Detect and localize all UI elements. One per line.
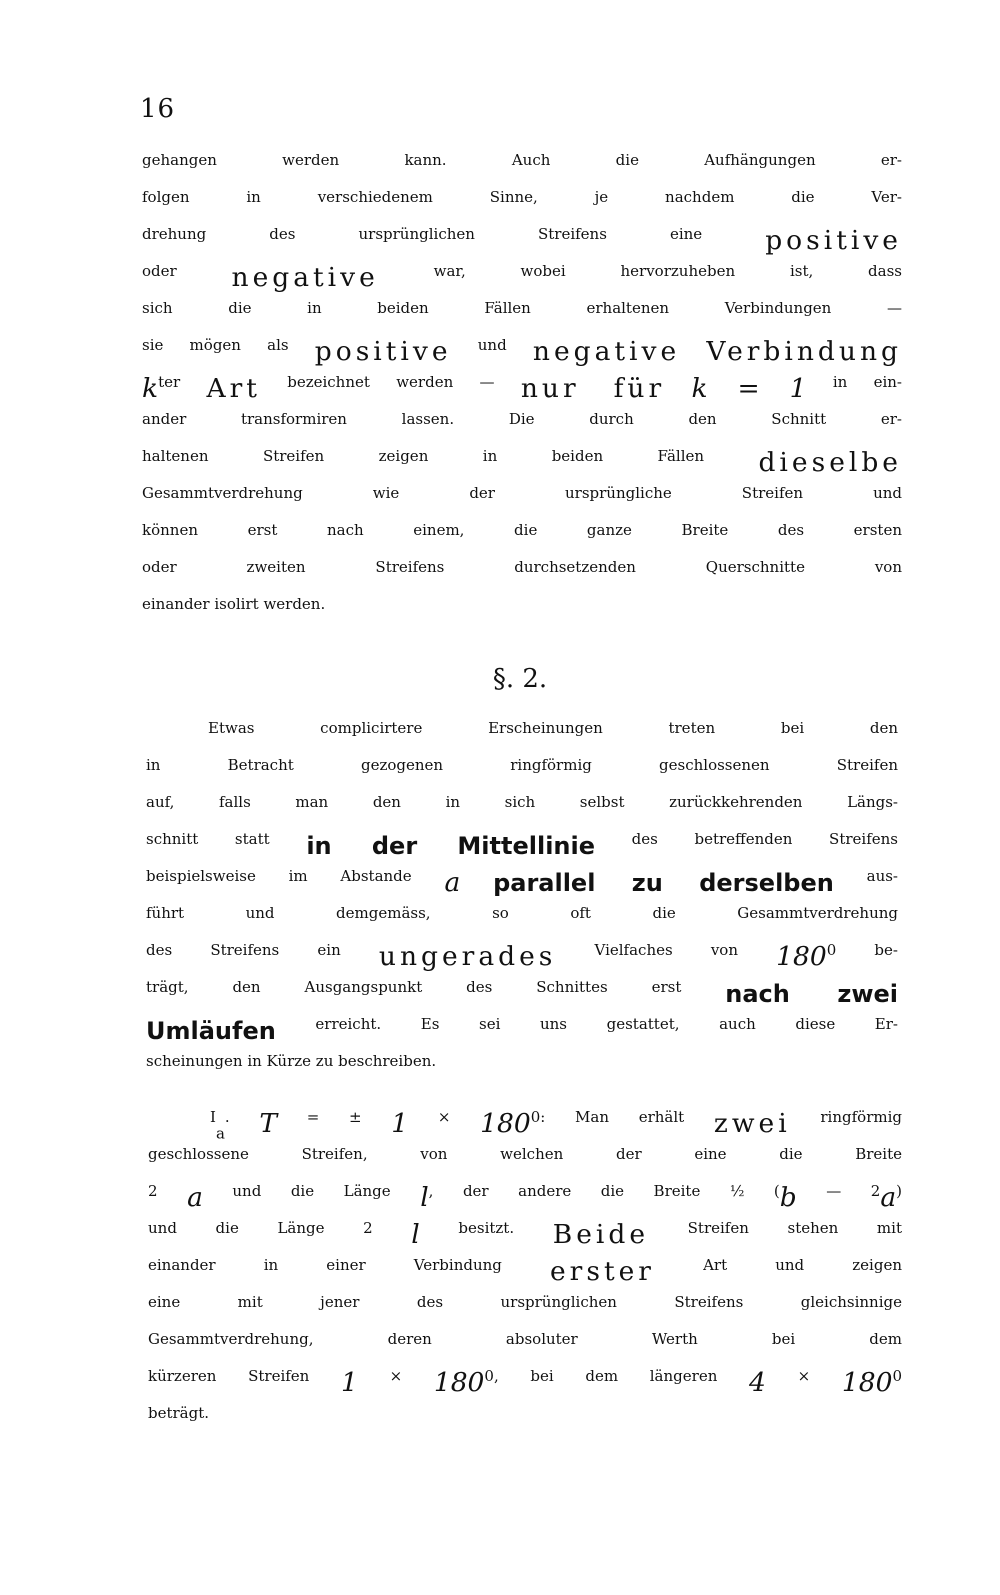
text-run: einander isolirt werden. — [142, 595, 326, 614]
page-number: 16 — [140, 94, 176, 124]
text-line — [146, 901, 898, 938]
spaced-emphasis: Art — [206, 373, 261, 404]
superscript: 0 — [826, 941, 837, 960]
superscript: ter — [158, 373, 181, 392]
text-line — [142, 555, 902, 592]
italic-math: k = 1 — [691, 373, 807, 404]
text-run: des betreffenden Streifens — [595, 830, 898, 849]
text-run: Streifen stehen mit — [649, 1219, 902, 1238]
text-run: Art und zeigen — [654, 1256, 902, 1275]
text-run: = ± — [277, 1108, 392, 1127]
text-run: be- — [836, 941, 898, 960]
spaced-emphasis: zwei — [713, 1108, 791, 1139]
italic-math: l — [420, 1182, 429, 1213]
spaced-emphasis: Beide — [552, 1219, 650, 1250]
italic-math: a — [880, 1182, 897, 1213]
text-line — [146, 716, 898, 753]
text-run: auf, falls man den in sich selbst zurückkehrenden Längs- — [146, 793, 898, 812]
text-run: einander in einer Verbindung — [148, 1256, 550, 1275]
paragraph-3 — [148, 1105, 902, 1438]
text-run: : Man erhält — [540, 1108, 714, 1127]
text-line — [142, 222, 902, 259]
bold-emphasis: nach zwei — [725, 980, 899, 1008]
text-run: sie mögen als — [142, 336, 315, 355]
text-run: besitzt. — [419, 1219, 553, 1238]
text-run: in ein- — [806, 373, 902, 392]
bold-emphasis: parallel zu derselben — [493, 869, 834, 897]
text-line — [142, 407, 902, 444]
text-run: . — [224, 1108, 260, 1127]
text-run: ander transformiren lassen. Die durch den Schnitt er- — [142, 410, 902, 429]
text-run: Vielfaches von — [556, 941, 777, 960]
spaced-emphasis: ungerades — [378, 941, 557, 972]
text-run: in Betracht gezogenen ringförmig geschlossenen Streifen — [146, 756, 898, 775]
text-line — [142, 370, 902, 407]
text-run: × — [765, 1367, 842, 1386]
subscript: a — [215, 1124, 225, 1143]
text-run: scheinungen in Kürze zu beschreiben. — [146, 1052, 437, 1071]
superscript: 0 — [484, 1367, 494, 1386]
text-line — [142, 259, 902, 296]
text-line — [142, 296, 902, 333]
superscript: 0 — [530, 1108, 541, 1127]
text-run: kürzeren Streifen — [148, 1367, 342, 1386]
text-line — [142, 481, 902, 518]
italic-math: 1 — [391, 1108, 409, 1139]
text-line — [148, 1253, 902, 1290]
text-line — [146, 938, 898, 975]
spaced-emphasis: nur für — [520, 373, 666, 404]
text-run: I — [210, 1108, 216, 1127]
text-run: und die Länge — [202, 1182, 421, 1201]
text-line — [146, 827, 898, 864]
italic-math: l — [411, 1219, 420, 1250]
italic-math: 180 — [841, 1367, 893, 1398]
spaced-emphasis: erster — [550, 1256, 655, 1287]
text-run: und die Länge 2 — [148, 1219, 412, 1238]
text-run: × — [357, 1367, 434, 1386]
italic-math: 180 — [480, 1108, 531, 1139]
text-line — [146, 975, 898, 1012]
text-line — [142, 592, 902, 629]
spaced-emphasis: dieselbe — [758, 447, 902, 478]
italic-math: k — [142, 373, 159, 404]
text-run: des Streifens ein — [146, 941, 379, 960]
text-line — [146, 1012, 898, 1049]
text-run: können erst nach einem, die ganze Breite des ersten — [142, 521, 902, 540]
italic-math: 4 — [749, 1367, 766, 1398]
paragraph-1 — [142, 148, 902, 629]
text-line — [148, 1216, 902, 1253]
text-run — [665, 373, 691, 391]
spaced-emphasis: negative — [231, 262, 379, 293]
text-run: beispielsweise im Abstande — [146, 867, 445, 886]
text-run: haltenen Streifen zeigen in beiden Fällen — [142, 447, 759, 466]
text-run: erreicht. Es sei uns gestattet, auch diese Er- — [275, 1015, 898, 1034]
text-run: ringförmig — [790, 1108, 902, 1127]
text-run: eine mit jener des ursprünglichen Streifens gleichsinnige — [148, 1293, 902, 1312]
text-run: trägt, den Ausgangspunkt des Schnittes erst — [146, 978, 726, 997]
italic-math: a — [187, 1182, 203, 1213]
text-run: ) — [896, 1182, 902, 1201]
text-line — [146, 790, 898, 827]
text-run: folgen in verschiedenem Sinne, je nachdem die Ver- — [142, 188, 902, 207]
text-run: — 2 — [796, 1182, 881, 1201]
text-line — [146, 864, 898, 901]
text-line — [146, 753, 898, 790]
text-line — [148, 1142, 902, 1179]
text-run: sich die in beiden Fällen erhaltenen Verbindungen — — [142, 299, 902, 318]
text-line — [142, 333, 902, 370]
text-line — [146, 1049, 898, 1086]
text-line — [142, 444, 902, 481]
text-run: führt und demgemäss, so oft die Gesammtverdrehung — [146, 904, 898, 923]
italic-math: 180 — [433, 1367, 485, 1398]
spaced-emphasis: positive — [314, 336, 452, 367]
text-line — [148, 1401, 902, 1438]
text-line — [148, 1105, 902, 1142]
text-run: Etwas complicirtere Erscheinungen treten bei den — [208, 719, 898, 738]
italic-math: 1 — [341, 1367, 358, 1398]
text-run: Gesammtverdrehung wie der ursprüngliche Streifen und — [142, 484, 902, 503]
italic-math: a — [444, 867, 461, 898]
text-line — [142, 518, 902, 555]
text-line — [148, 1290, 902, 1327]
text-run: und — [451, 336, 533, 355]
text-run: geschlossene Streifen, von welchen der eine die Breite — [148, 1145, 902, 1164]
text-run: 2 — [148, 1182, 188, 1201]
text-run: bezeichnet werden — — [260, 373, 521, 392]
text-line — [148, 1327, 902, 1364]
spaced-emphasis: Verbindung — [706, 336, 902, 367]
italic-math: b — [779, 1182, 797, 1213]
text-run: , der andere die Breite ½ ( — [428, 1182, 780, 1201]
text-run: war, wobei hervorzuheben ist, dass — [378, 262, 903, 281]
text-run: , bei dem längeren — [493, 1367, 750, 1386]
italic-math: 180 — [776, 941, 827, 972]
text-line — [148, 1179, 902, 1216]
section-heading: §. 2. — [492, 664, 548, 694]
bold-emphasis: in der Mittellinie — [306, 832, 596, 860]
spaced-emphasis: negative — [532, 336, 681, 367]
text-run — [680, 336, 706, 354]
text-run: beträgt. — [148, 1404, 210, 1423]
italic-math: T — [259, 1108, 278, 1139]
superscript: 0 — [892, 1367, 902, 1386]
text-run: gehangen werden kann. Auch die Aufhängungen er- — [142, 151, 902, 170]
text-run: oder — [142, 262, 232, 281]
text-line — [148, 1364, 902, 1401]
text-run — [180, 373, 206, 391]
text-run: drehung des ursprünglichen Streifens eine — [142, 225, 766, 244]
text-line — [142, 148, 902, 185]
text-run: Gesammtverdrehung, deren absoluter Werth bei dem — [148, 1330, 902, 1349]
text-run: aus- — [833, 867, 898, 886]
text-line — [142, 185, 902, 222]
bold-emphasis: Umläufen — [146, 1017, 276, 1045]
spaced-emphasis: positive — [765, 225, 902, 256]
paragraph-2 — [146, 716, 898, 1086]
text-run: oder zweiten Streifens durchsetzenden Querschnitte von — [142, 558, 902, 577]
text-run: × — [408, 1108, 481, 1127]
text-run — [460, 867, 493, 885]
text-run: schnitt statt — [146, 830, 307, 849]
